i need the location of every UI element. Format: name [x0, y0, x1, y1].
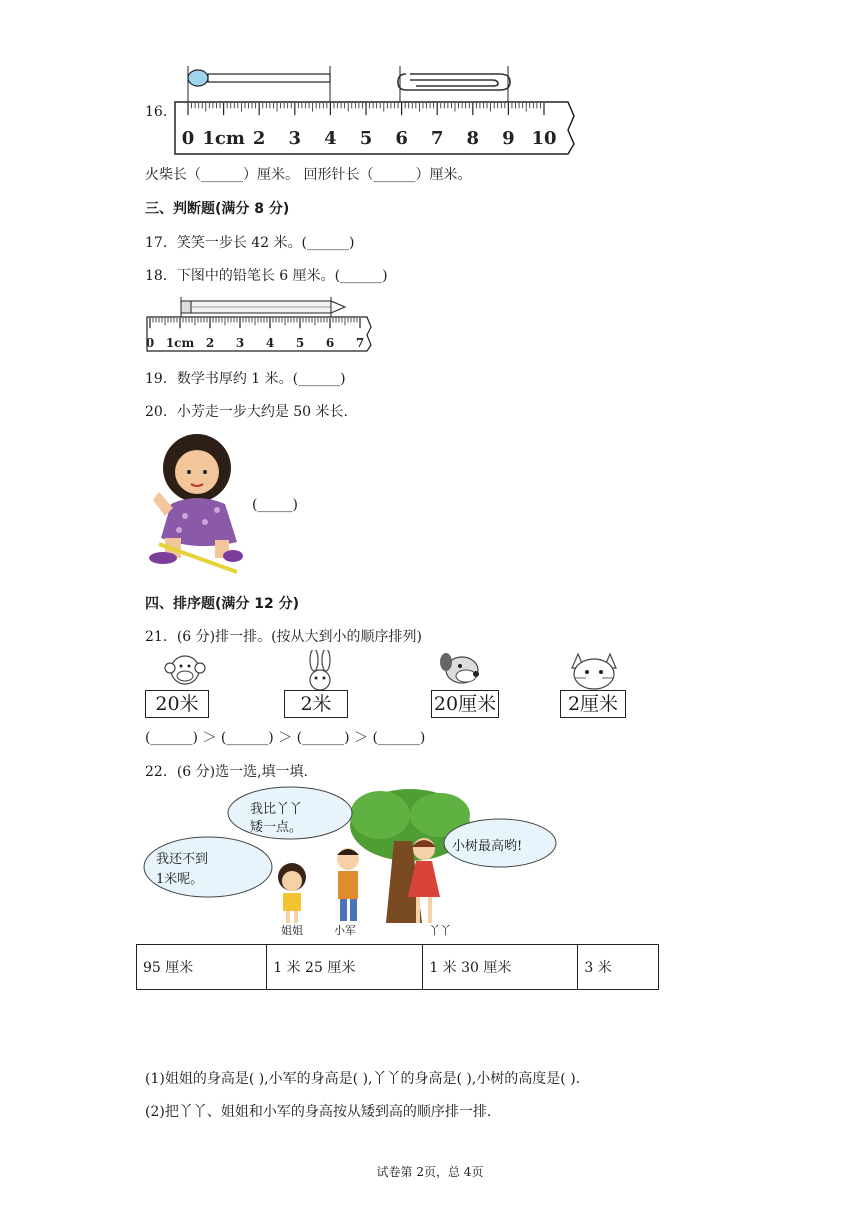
ruler-label: 9 — [502, 128, 515, 149]
ruler-label: 5 — [295, 336, 305, 350]
q16-answer: 火柴长（______）厘米。 回形针长（______）厘米。 — [145, 167, 472, 183]
q17: 17．笑笑一步长 42 米。(______) — [145, 235, 355, 251]
yaya-bubble-text: 小树最高哟! — [452, 839, 523, 854]
ruler-label: 1cm — [165, 336, 195, 350]
page-footer: 试卷第 2页，总 4页 — [376, 1165, 484, 1179]
ruler-label: 1cm — [202, 128, 245, 149]
cat-icon — [566, 648, 622, 692]
q18-ruler-figure — [145, 295, 377, 355]
section3-title: 三、判断题(满分 8 分) — [145, 201, 290, 217]
table-cell: 3 米 — [578, 945, 659, 990]
q22-sub2: (2)把丫丫、姐姐和小军的身高按从矮到高的顺序排一排. — [145, 1104, 492, 1120]
q22: 22．(6 分)选一选,填一填. — [145, 764, 308, 780]
table-cell: 1 米 30 厘米 — [423, 945, 578, 990]
jiejie-figure — [278, 863, 306, 923]
xiaojun-figure — [337, 848, 359, 921]
name-jiejie: 姐姐 — [281, 924, 303, 937]
ruler-label: 0 — [181, 128, 195, 149]
girl-walking-illustration — [145, 430, 245, 575]
ruler-label: 2 — [252, 128, 266, 149]
q20: 20．小芳走一步大约是 50 米长. — [145, 404, 348, 420]
rabbit-icon — [300, 650, 340, 692]
ruler-label: 3 — [288, 128, 302, 149]
q19: 19．数学书厚约 1 米。(______) — [145, 371, 346, 387]
section4-title: 四、排序题(满分 12 分) — [145, 596, 300, 612]
jiejie-bubble-text: 我还不到 1米呢。 — [156, 852, 209, 887]
q16-ruler-figure — [170, 60, 580, 160]
ruler-label: 3 — [235, 336, 245, 350]
pencil-illustration — [181, 297, 345, 319]
height-options-table — [136, 944, 659, 990]
length-box-20m: 20米 — [145, 690, 209, 718]
paperclip-illustration — [398, 66, 510, 104]
ruler-label: 7 — [355, 336, 365, 350]
ruler-label: 6 — [395, 128, 408, 149]
q21-order-blanks: (______) ＞ (______) ＞ (______) ＞ (______) — [145, 730, 426, 746]
ruler-label: 4 — [324, 128, 337, 149]
ruler-label: 2 — [205, 336, 215, 350]
table-row — [137, 945, 659, 990]
name-yaya: 丫丫 — [429, 924, 451, 937]
xiaojun-bubble-text: 我比丫丫 矮一点。 — [250, 802, 303, 835]
name-xiaojun: 小军 — [334, 924, 356, 937]
q22-sub1: (1)姐姐的身高是( ),小军的身高是( ),丫丫的身高是( ),小树的高度是( ). — [145, 1071, 581, 1087]
ruler-label: 0 — [145, 336, 155, 350]
length-box-2cm: 2厘米 — [560, 690, 626, 718]
length-box-2m: 2米 — [284, 690, 348, 718]
match-illustration — [188, 66, 330, 104]
table-cell: 1 米 25 厘米 — [267, 945, 423, 990]
q16-number: 16. — [145, 104, 168, 120]
table-cell: 95 厘米 — [137, 945, 267, 990]
dog-icon — [436, 648, 492, 692]
length-box-20cm: 20厘米 — [431, 690, 499, 718]
ruler-label: 4 — [265, 336, 275, 350]
ruler-label: 7 — [430, 128, 444, 149]
q21: 21．(6 分)排一排。(按从大到小的顺序排列) — [145, 629, 423, 645]
ruler-label: 10 — [531, 128, 557, 149]
ruler-label: 8 — [466, 128, 480, 149]
ruler-label: 5 — [359, 128, 373, 149]
ruler-label: 6 — [325, 336, 335, 350]
q20-blank: (_____) — [252, 497, 298, 513]
monkey-icon — [160, 650, 210, 692]
q18: 18．下图中的铅笔长 6 厘米。(______) — [145, 268, 388, 284]
